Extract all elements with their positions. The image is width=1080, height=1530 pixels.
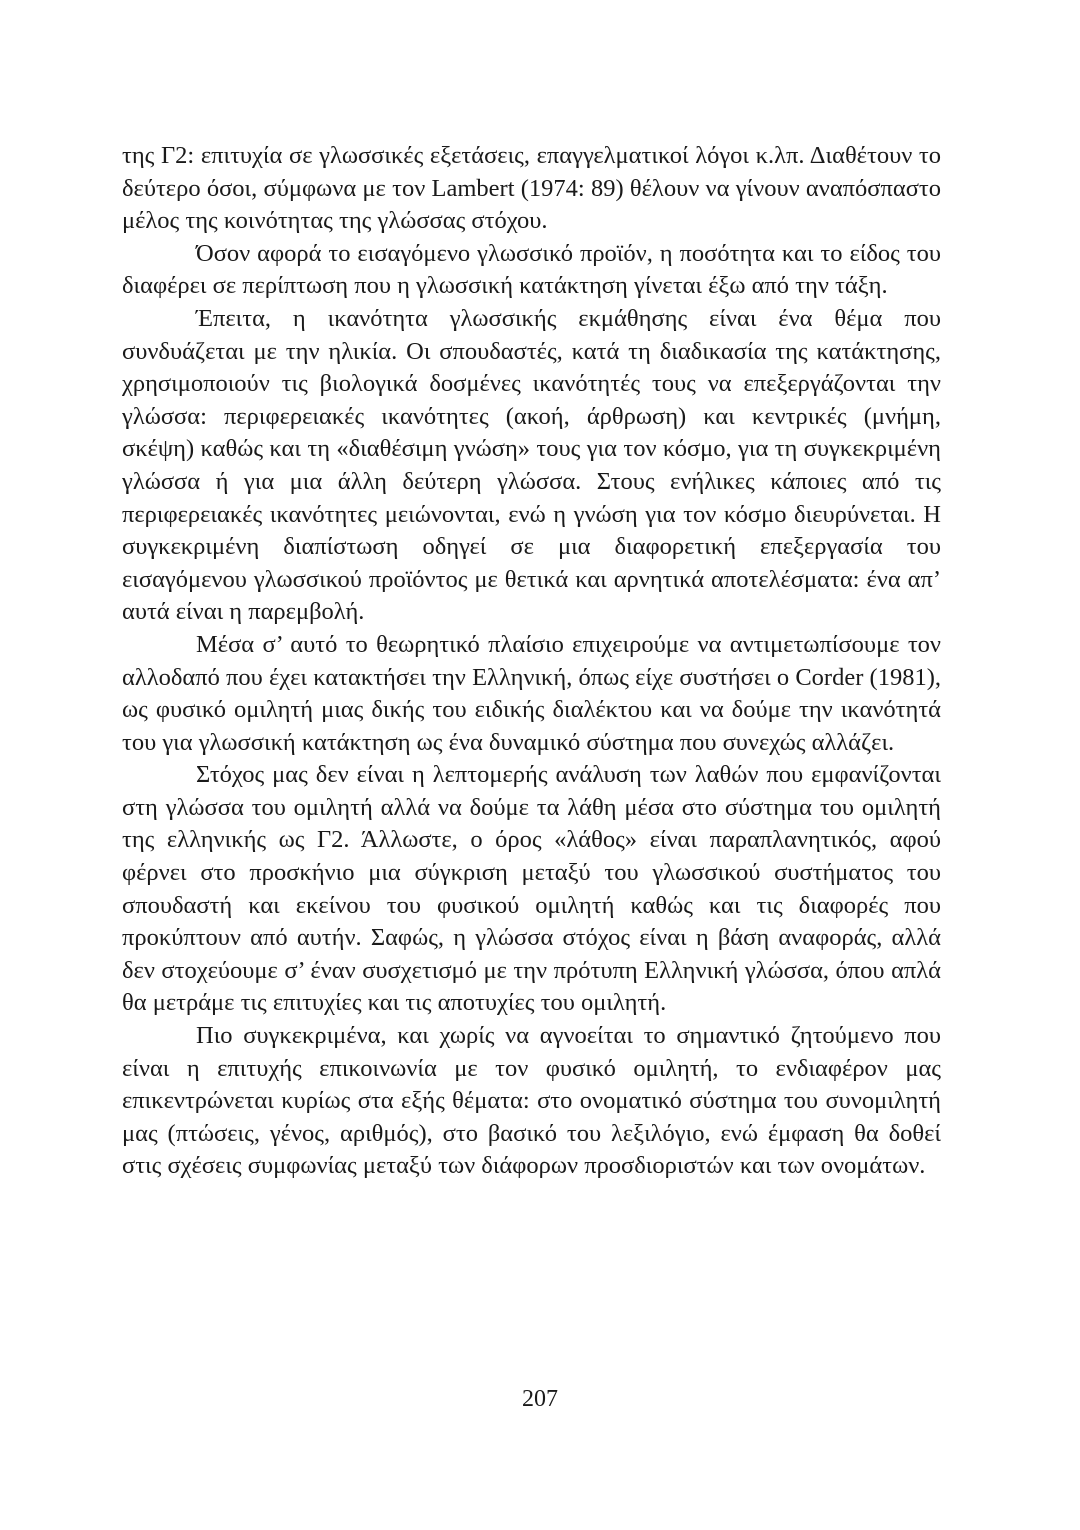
paragraph-3: Έπειτα, η ικανότητα γλωσσικής εκμάθησης είναι ένα θέμα που συνδυάζεται με την ηλικία. Οι σπουδαστές, κατά τη διαδικασία της κατάκτησης, χρησιμοποιούν τις βιολογικά δοσμένες ικανότητές τους να επεξεργάζονται την γλώσσα: περιφερειακές ικανότητες (ακοή, άρθρωση) και κεντρικές (μνήμη, σκέψη) καθώς και τη «διαθέσιμη γνώση» τους για τον κόσμο, για τη συγκεκριμένη γλώσσα ή για μια άλλη δεύτερη γλώσσα. Στους ενήλικες κάποιες από τις περιφερειακές ικανότητες μειώνονται, ενώ η γνώση για τον κόσμο διευρύνεται. Η συγκεκριμένη διαπίστωση οδηγεί σε μια διαφορετική επεξεργασία του εισαγόμενου γλωσσικού προϊόντος με θετικά και αρνητικά αποτελέσματα: ένα απ’ αυτά είναι η παρεμβολή. <box>122 304 941 626</box>
page-body <box>122 140 941 1183</box>
paragraph-6: Πιο συγκεκριμένα, και χωρίς να αγνοείται το σημαντικό ζητούμενο που είναι η επιτυχής επικοινωνία με τον φυσικό ομιλητή, το ενδιαφέρον μας επικεντρώνεται κυρίως στα εξής θέματα: στο ονοματικό σύστημα του συνομιλητή μας (πτώσεις, γένος, αριθμός), στο βασικό του λεξιλόγιο, ενώ έμφαση θα δοθεί στις σχέσεις συμφωνίας μεταξύ των διάφορων προσδιοριστών και των ονομάτων. <box>122 1022 941 1180</box>
paragraph-5: Στόχος μας δεν είναι η λεπτομερής ανάλυση των λαθών που εμφανίζονται στη γλώσσα του ομιλητή αλλά να δούμε τα λάθη μέσα στο σύστημα του ομιλητή της ελληνικής ως Γ2. Άλλωστε, ο όρος «λάθος» είναι παραπλανητικός, αφού φέρνει στο προσκήνιο μια σύγκριση μεταξύ του γλωσσικού συστήματος του σπουδαστή και εκείνου του φυσικού ομιλητή καθώς και τις διαφορές που προκύπτουν από αυτήν. Σαφώς, η γλώσσα στόχος είναι η βάση αναφοράς, αλλά δεν στοχεύουμε σ’ έναν συσχετισμό με την πρότυπη Ελληνική γλώσσα, όπου απλά θα μετράμε τις επιτυχίες και τις αποτυχίες του ομιλητή. <box>122 761 941 1017</box>
paragraph-1: της Γ2: επιτυχία σε γλωσσικές εξετάσεις, επαγγελματικοί λόγοι κ.λπ. Διαθέτουν το δεύτερο όσοι, σύμφωνα με τον Lambert (1974: 89) θέλουν να γίνουν αναπόσπαστο μέλος της κοινότητας της γλώσσας στόχου. <box>122 142 941 235</box>
page-number: 207 <box>522 1386 558 1412</box>
paragraph-2: Όσον αφορά το εισαγόμενο γλωσσικό προϊόν, η ποσότητα και το είδος του διαφέρει σε περίπτωση που η γλωσσική κατάκτηση γίνεται έξω από την τάξη. <box>122 239 941 300</box>
paragraph-4: Μέσα σ’ αυτό το θεωρητικό πλαίσιο επιχειρούμε να αντιμετωπίσουμε τον αλλοδαπό που έχει κατακτήσει την Ελληνική, όπως είχε συστήσει ο Corder (1981), ως φυσικό ομιλητή μιας δικής του ειδικής διαλέκτου και να δούμε την ικανότητά του για γλωσσική κατάκτηση ως ένα δυναμικό σύστημα που συνεχώς αλλάζει. <box>122 630 941 756</box>
